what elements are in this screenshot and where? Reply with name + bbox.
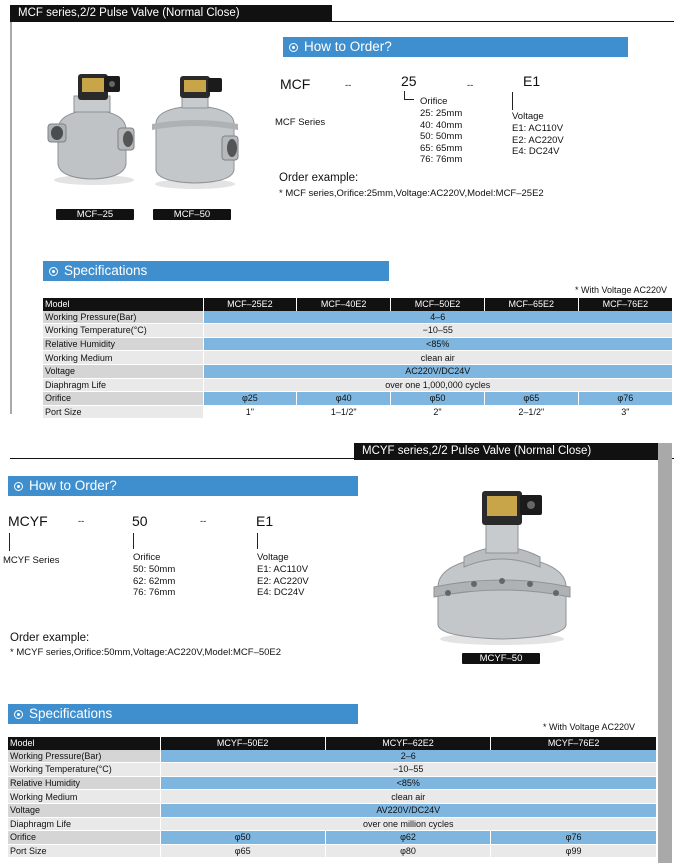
mcf-specifications-header bbox=[43, 261, 389, 281]
mcyf-row-value: φ99 bbox=[491, 844, 656, 858]
mcyf-voltage-option: E2: AC220V bbox=[257, 575, 309, 587]
mcyf-title-bar bbox=[354, 443, 660, 460]
mcf-row-label: Working Temperature(°C) bbox=[43, 324, 203, 338]
mcf-orifice-option: 25: 25mm bbox=[420, 108, 463, 119]
mcf-spec-row bbox=[43, 392, 672, 406]
mcyf-orifice-option: 62: 62mm bbox=[133, 575, 176, 587]
mcyf-how-to-order-title: How to Order? bbox=[29, 478, 117, 493]
mcf-header-cell: MCF–40E2 bbox=[297, 298, 391, 311]
mcyf-orifice-heading: Orifice bbox=[133, 552, 161, 563]
mcyf-50-label: MCYF–50 bbox=[462, 653, 540, 664]
mcyf-spec-row bbox=[8, 790, 656, 804]
mcyf-spec-row bbox=[8, 817, 656, 831]
mcyf-orifice-option: 76: 76mm bbox=[133, 587, 176, 598]
mcf-voltage-note: * With Voltage AC220V bbox=[575, 285, 668, 295]
mcf-order-example-text: * MCF series,Orifice:25mm,Voltage:AC220V,Model:MCF–25E2 bbox=[279, 188, 544, 199]
mcyf-row-label: Working Pressure(Bar) bbox=[8, 750, 160, 763]
mcyf-row-label: Orifice bbox=[8, 831, 160, 845]
mcf-header-cell: MCF–76E2 bbox=[578, 298, 672, 311]
mcyf-code-prefix: MCYF bbox=[8, 513, 48, 529]
mcf-voltage-connector bbox=[512, 92, 513, 110]
mcf-spec-row bbox=[43, 351, 672, 365]
mcyf-row-value: over one million cycles bbox=[160, 817, 656, 831]
mcf-row-value: over one 1,000,000 cycles bbox=[203, 378, 672, 392]
mcyf-row-value: φ76 bbox=[491, 831, 656, 845]
mcyf-spec-row bbox=[8, 831, 656, 845]
mcf-row-label: Port Size bbox=[43, 405, 203, 419]
mcf-header-cell: MCF–50E2 bbox=[391, 298, 485, 311]
mcf-row-value: φ65 bbox=[484, 392, 578, 406]
mcf-row-value: φ76 bbox=[578, 392, 672, 406]
mcyf-spec-row bbox=[8, 844, 656, 858]
mcyf-code-orifice: 50 bbox=[132, 513, 148, 529]
mcyf-how-to-order-header bbox=[8, 476, 358, 496]
mcf-50-valve-image bbox=[146, 72, 244, 190]
mcyf-order-example-title: Order example: bbox=[10, 632, 90, 644]
mcyf-code-voltage: E1 bbox=[256, 513, 274, 529]
mcyf-spec-row bbox=[8, 803, 656, 817]
mcf-row-value: clean air bbox=[203, 351, 672, 365]
mcf-code-prefix: MCF bbox=[280, 76, 311, 92]
mcyf-spec-row bbox=[8, 763, 656, 777]
mcyf-spec-row bbox=[8, 750, 656, 763]
mcf-title: MCF series,2/2 Pulse Valve (Normal Close) bbox=[18, 7, 240, 19]
mcf-orifice-option: 65: 65mm bbox=[420, 142, 463, 154]
mcyf-voltage-option: E1: AC110V bbox=[257, 564, 309, 575]
mcyf-code-dash-2: -- bbox=[200, 516, 207, 527]
mcf-row-label: Diaphragm Life bbox=[43, 378, 203, 392]
mcf-row-value: φ50 bbox=[391, 392, 485, 406]
mcf-orifice-option: 50: 50mm bbox=[420, 131, 463, 142]
mcf-voltage-option: E1: AC110V bbox=[512, 123, 564, 134]
left-rail bbox=[10, 22, 12, 414]
top-rule bbox=[10, 21, 674, 22]
mcf-row-label: Relative Humidity bbox=[43, 337, 203, 351]
mcf-voltage-options bbox=[512, 123, 564, 158]
mcf-header-cell: MCF–65E2 bbox=[484, 298, 578, 311]
mcf-voltage-heading: Voltage bbox=[512, 111, 544, 122]
mcf-row-value: 1–1/2" bbox=[297, 405, 391, 419]
mcf-code-dash-2: -- bbox=[467, 80, 474, 91]
mcf-row-value: <85% bbox=[203, 337, 672, 351]
mcyf-row-label: Voltage bbox=[8, 803, 160, 817]
mcyf-header-cell: MCYF–76E2 bbox=[491, 737, 656, 750]
mcyf-row-value: AV220V/DC24V bbox=[160, 803, 656, 817]
mcf-row-label: Working Medium bbox=[43, 351, 203, 365]
mcyf-row-value: φ50 bbox=[160, 831, 325, 845]
mcf-voltage-option: E2: AC220V bbox=[512, 134, 564, 146]
mcf-voltage-option: E4: DC24V bbox=[512, 146, 560, 157]
mcf-row-label: Voltage bbox=[43, 364, 203, 378]
mcf-25-valve-image bbox=[44, 68, 138, 186]
circle-bullet-icon bbox=[14, 482, 23, 491]
circle-bullet-icon bbox=[289, 43, 298, 52]
mcyf-row-value: <85% bbox=[160, 776, 656, 790]
mcf-spec-table bbox=[43, 298, 672, 419]
circle-bullet-icon bbox=[49, 267, 58, 276]
mcyf-specifications-header bbox=[8, 704, 358, 724]
mcf-row-value: 2" bbox=[391, 405, 485, 419]
mcyf-series-label: MCYF Series bbox=[3, 555, 60, 566]
mcf-row-value: 2–1/2" bbox=[484, 405, 578, 419]
mcf-row-label: Orifice bbox=[43, 392, 203, 406]
mcyf-orifice-option: 50: 50mm bbox=[133, 564, 176, 575]
mcyf-code-dash-1: -- bbox=[78, 516, 85, 527]
mcf-spec-row bbox=[43, 405, 672, 419]
mcf-code-orifice: 25 bbox=[401, 73, 417, 89]
mcyf-row-label: Port Size bbox=[8, 844, 160, 858]
mcyf-orifice-options bbox=[133, 564, 175, 599]
mcyf-row-label: Working Medium bbox=[8, 790, 160, 804]
mcyf-voltage-options bbox=[257, 564, 309, 599]
mcyf-spec-table bbox=[8, 737, 656, 858]
mcyf-header-cell: MCYF–62E2 bbox=[325, 737, 490, 750]
circle-bullet-icon bbox=[14, 710, 23, 719]
mcf-series-label: MCF Series bbox=[275, 117, 326, 128]
mcf-header-cell: Model bbox=[43, 298, 203, 311]
mcyf-50-valve-image bbox=[430, 487, 574, 647]
mcyf-series-connector bbox=[9, 533, 10, 551]
mcyf-row-label: Working Temperature(°C) bbox=[8, 763, 160, 777]
mcf-spec-row bbox=[43, 378, 672, 392]
mcf-row-label: Working Pressure(Bar) bbox=[43, 311, 203, 324]
mcyf-row-value: φ65 bbox=[160, 844, 325, 858]
mcf-row-value: −10–55 bbox=[203, 324, 672, 338]
mcyf-order-example-text: * MCYF series,Orifice:50mm,Voltage:AC220V,Model:MCF–50E2 bbox=[10, 647, 282, 658]
mcyf-title: MCYF series,2/2 Pulse Valve (Normal Close) bbox=[362, 445, 592, 457]
mcyf-row-label: Relative Humidity bbox=[8, 776, 160, 790]
mcf-orifice-option: 40: 40mm bbox=[420, 119, 463, 131]
mcyf-row-value: 2–6 bbox=[160, 750, 656, 763]
mcf-spec-row bbox=[43, 311, 672, 324]
mcyf-specifications-title: Specifications bbox=[29, 706, 113, 721]
mcf-spec-row bbox=[43, 364, 672, 378]
mcf-row-value: 4–6 bbox=[203, 311, 672, 324]
mcf-orifice-connector-tick bbox=[404, 99, 414, 100]
mcf-row-value: 3" bbox=[578, 405, 672, 419]
mcyf-spec-header-row bbox=[8, 737, 656, 750]
mcf-row-value: 1" bbox=[203, 405, 297, 419]
mcyf-header-cell: MCYF–50E2 bbox=[160, 737, 325, 750]
mcf-25-label: MCF–25 bbox=[56, 209, 134, 220]
mcf-row-value: AC220V/DC24V bbox=[203, 364, 672, 378]
mcf-header-cell: MCF–25E2 bbox=[203, 298, 297, 311]
mcf-specifications-title: Specifications bbox=[64, 263, 148, 278]
mcyf-voltage-note: * With Voltage AC220V bbox=[543, 722, 636, 732]
mcyf-orifice-connector bbox=[133, 533, 134, 549]
mcf-title-bar bbox=[10, 5, 332, 22]
mcf-row-value: φ25 bbox=[203, 392, 297, 406]
mcyf-spec-row bbox=[8, 776, 656, 790]
mcf-50-label: MCF–50 bbox=[153, 209, 231, 220]
mcyf-header-cell: Model bbox=[8, 737, 160, 750]
mcf-orifice-heading: Orifice bbox=[420, 96, 448, 107]
mcyf-voltage-heading: Voltage bbox=[257, 552, 289, 563]
mcyf-voltage-option: E4: DC24V bbox=[257, 587, 305, 598]
mcf-spec-row bbox=[43, 324, 672, 338]
mcf-spec-row bbox=[43, 337, 672, 351]
right-rail bbox=[658, 443, 672, 863]
mcf-spec-header-row bbox=[43, 298, 672, 311]
mcf-code-voltage: E1 bbox=[523, 73, 541, 89]
mcyf-voltage-connector bbox=[257, 533, 258, 549]
mcf-how-to-order-header bbox=[283, 37, 628, 57]
mcyf-row-value: clean air bbox=[160, 790, 656, 804]
mcf-order-example-title: Order example: bbox=[279, 172, 359, 184]
mcf-row-value: φ40 bbox=[297, 392, 391, 406]
mcyf-row-value: φ80 bbox=[325, 844, 490, 858]
mcyf-row-value: −10–55 bbox=[160, 763, 656, 777]
mcyf-row-value: φ62 bbox=[325, 831, 490, 845]
mcf-how-to-order-title: How to Order? bbox=[304, 39, 392, 54]
mcyf-row-label: Diaphragm Life bbox=[8, 817, 160, 831]
mcf-orifice-option: 76: 76mm bbox=[420, 154, 463, 165]
mcf-orifice-options bbox=[420, 108, 462, 166]
mcf-code-dash-1: -- bbox=[345, 80, 352, 91]
